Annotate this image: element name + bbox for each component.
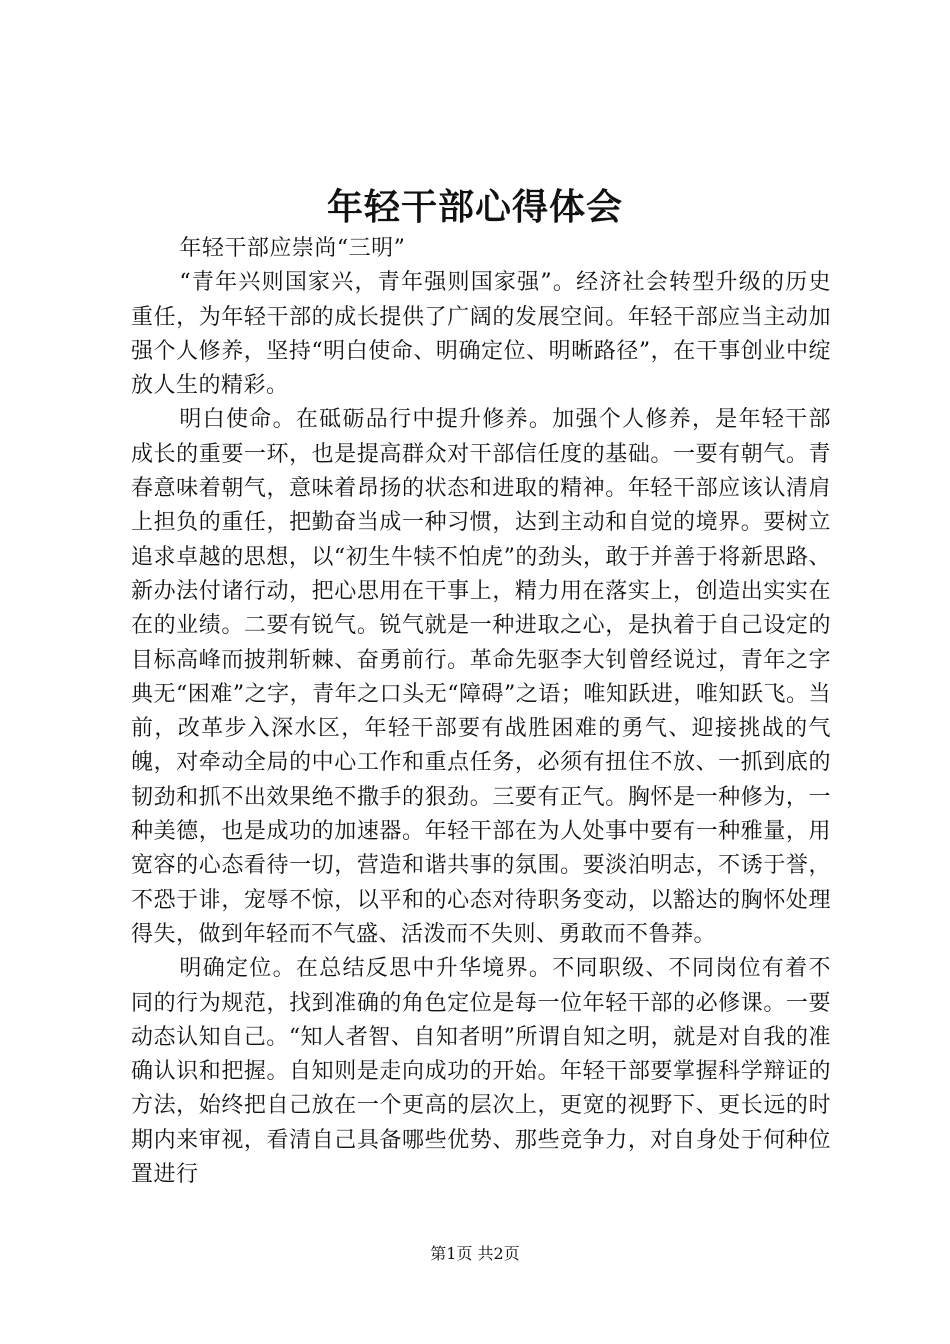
paragraph-subtitle: 年轻干部应崇尚“三明” bbox=[179, 236, 406, 261]
paragraph-intro: “青年兴则国家兴，青年强则国家强”。经济社会转型升级的历史重任，为年轻干部的成长提供了广阔的发展空间。年轻干部应当主动加强个人修养，坚持“明白使命、明确定位、明晰路径”，在干事创业中绽放人生的精彩。 bbox=[131, 270, 831, 399]
page-number-footer: 第1页 共2页 bbox=[430, 1244, 520, 1263]
document-body bbox=[131, 232, 831, 1192]
paragraph-positioning: 明确定位。在总结反思中升华境界。不同职级、不同岗位有着不同的行为规范，找到准确的角色定位是每一位年轻干部的必修课。一要动态认知自己。“知人者智、自知者明”所谓自知之明，就是对自我的准确认识和把握。自知则是走向成功的开始。年轻干部要掌握科学辩证的方法，始终把自己放在一个更高的层次上，更宽的视野下、更长远的时期内来审视，看清自己具备哪些优势、那些竞争力，对自身处于何种位置进行 bbox=[131, 956, 831, 1188]
document-title: 年轻干部心得体会 bbox=[326, 187, 623, 228]
paragraph-mission: 明白使命。在砥砺品行中提升修养。加强个人修养，是年轻干部成长的重要一环，也是提高群众对干部信任度的基础。一要有朝气。青春意味着朝气，意味着昂扬的状态和进取的精神。年轻干部应该认清肩上担负的重任，把勤奋当成一种习惯，达到主动和自觉的境界。要树立追求卓越的思想，以“初生牛犊不怕虎”的劲头，敢于并善于将新思路、新办法付诸行动，把心思用在干事上，精力用在落实上，创造出实实在在的业绩。二要有锐气。锐气就是一种进取之心，是执着于自己设定的目标高峰而披荆斩棘、奋勇前行。革命先驱李大钊曾经说过，青年之字典无“困难”之字，青年之口头无“障碍”之语；唯知跃进，唯知跃飞。当前，改革步入深水区，年轻干部要有战胜困难的勇气、迎接挑战的气魄，对牵动全局的中心工作和重点任务，必须有扭住不放、一抓到底的韧劲和抓不出效果绝不撒手的狠劲。三要有正气。胸怀是一种修为，一种美德，也是成功的加速器。年轻干部在为人处事中要有一种雅量，用宽容的心态看待一切，营造和谐共事的氛围。要淡泊明志，不诱于誉，不恐于诽，宠辱不惊，以平和的心态对待职务变动，以豁达的胸怀处理得失，做到年轻而不气盛、活泼而不失则、勇敢而不鲁莽。 bbox=[131, 407, 831, 947]
